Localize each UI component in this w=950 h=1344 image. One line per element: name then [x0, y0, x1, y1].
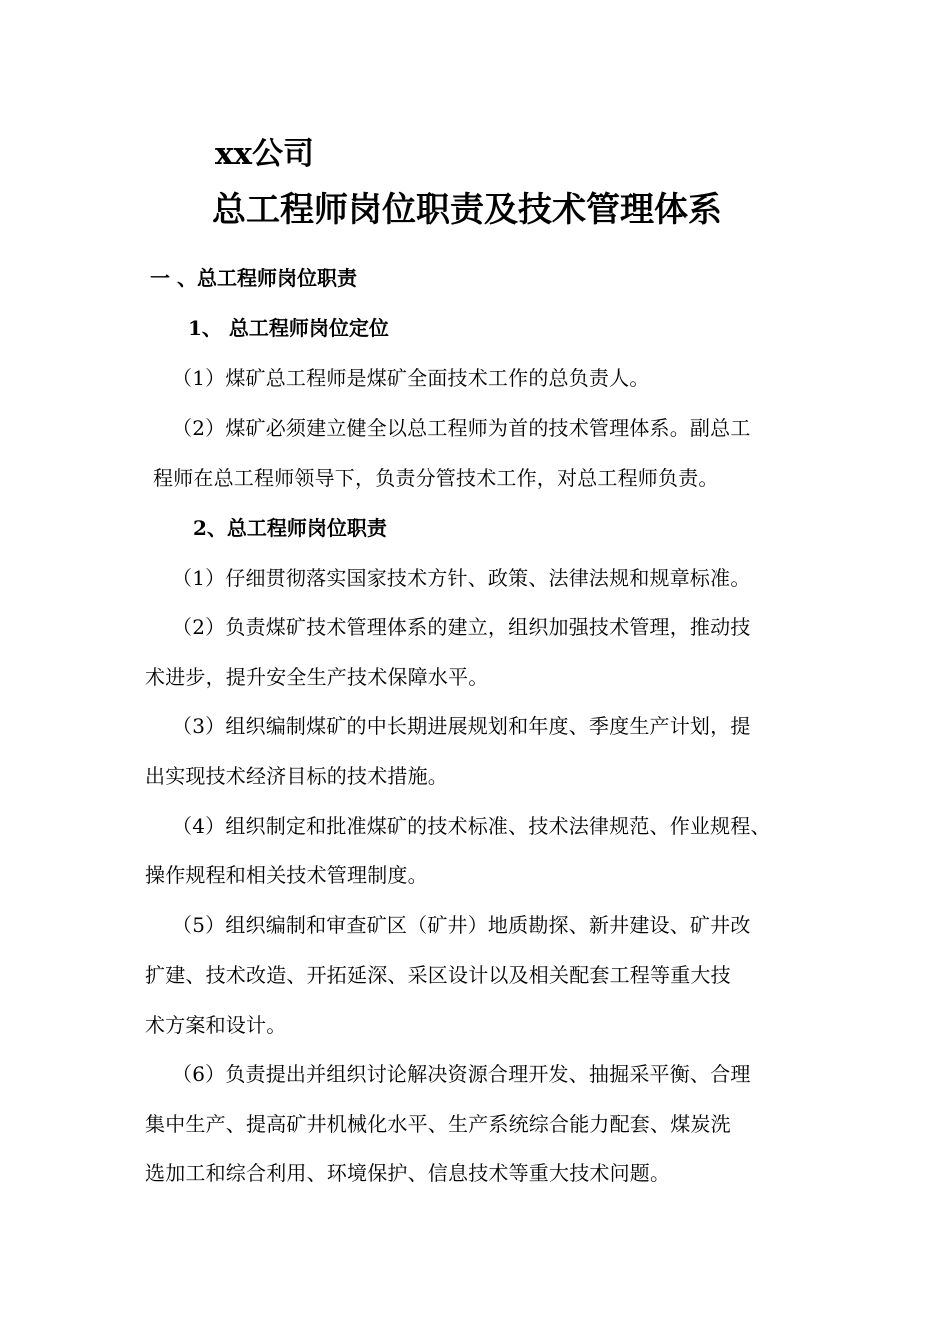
- paragraph-line: 集中生产、提高矿井机械化水平、生产系统综合能力配套、煤炭洗: [145, 1112, 731, 1136]
- document-title: 总工程师岗位职责及技术管理体系: [212, 190, 722, 230]
- paragraph-line: 术进步，提升安全生产技术保障水平。: [145, 665, 489, 689]
- paragraph-line: （3）组织编制煤矿的中长期进展规划和年度、季度生产计划，提: [172, 714, 751, 738]
- paragraph-line: （1）煤矿总工程师是煤矿全面技术工作的总负责人。: [172, 366, 650, 390]
- paragraph-line: （1）仔细贯彻落实国家技术方针、政策、法律法规和规章标准。: [172, 566, 751, 590]
- paragraph-line: 操作规程和相关技术管理制度。: [145, 863, 428, 887]
- paragraph-line: 程师在总工程师领导下，负责分管技术工作，对总工程师负责。: [153, 466, 719, 490]
- paragraph-line: （4）组织制定和批准煤矿的技术标准、技术法律规范、作业规程、: [172, 814, 771, 838]
- paragraph-line: （5）组织编制和审查矿区（矿井）地质勘探、新井建设、矿井改: [172, 913, 751, 937]
- paragraph-line: 选加工和综合利用、环境保护、信息技术等重大技术问题。: [145, 1161, 671, 1185]
- subsection-heading-1: 1、 总工程师岗位定位: [188, 316, 389, 340]
- paragraph-line: （2）负责煤矿技术管理体系的建立，组织加强技术管理，推动技: [172, 615, 751, 639]
- paragraph-line: （6）负责提出并组织讨论解决资源合理开发、抽掘采平衡、合理: [172, 1062, 751, 1086]
- subsection-heading-2: 2、总工程师岗位职责: [193, 516, 387, 540]
- paragraph-line: 术方案和设计。: [145, 1013, 287, 1037]
- paragraph-line: （2）煤矿必须建立健全以总工程师为首的技术管理体系。副总工: [172, 416, 751, 440]
- paragraph-line: 出实现技术经济目标的技术措施。: [145, 764, 448, 788]
- paragraph-line: 扩建、技术改造、开拓延深、采区设计以及相关配套工程等重大技: [145, 963, 731, 987]
- company-title: xx公司: [215, 136, 314, 172]
- section-heading-1: 一 、总工程师岗位职责: [150, 266, 357, 290]
